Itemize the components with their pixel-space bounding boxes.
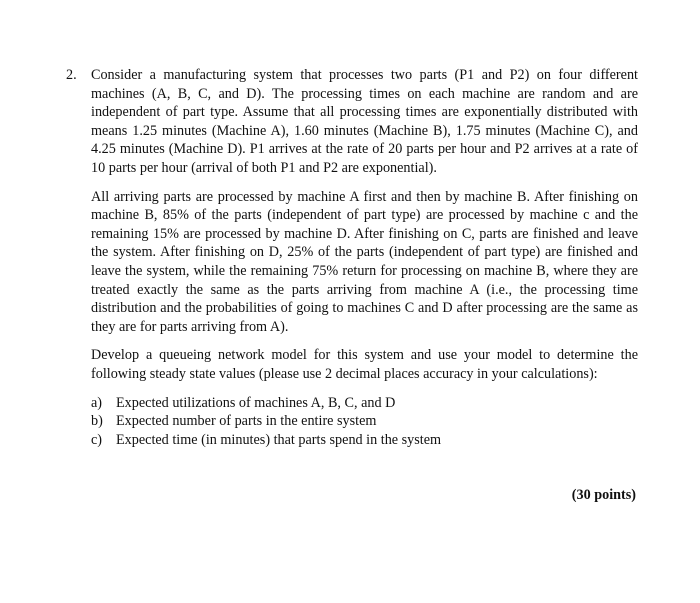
subpart-text: Expected number of parts in the entire system — [116, 413, 377, 430]
subpart-label: b) — [91, 413, 103, 430]
task-instruction-paragraph: Develop a queueing network model for this system and use your model to determine the following steady state values (please use 2 decimal places accuracy in your calculations): — [91, 347, 638, 382]
subpart-label: c) — [91, 431, 103, 448]
subpart-text: Expected time (in minutes) that parts spend in the system — [116, 431, 442, 448]
subpart-item-b — [91, 412, 638, 431]
subpart-item-a — [91, 394, 638, 413]
routing-description-paragraph: All arriving parts are processed by machine A first and then by machine B. After finishing on machine B, 85% of the parts (independent of part type) are processed by machine c and the remaining 15% are processed by machine D. After finishing on C, parts are finished and leave the system. After finishing on D, 25% of the parts (independent of part type) are finished and leave the system, while the remaining 75% return for processing on machine B, where they are treated exactly the same as the parts arriving from machine A (i.e., the processing time distribution and the probabilities of going to machines C and D after processing are the same as they are for parts arriving from A). — [91, 188, 638, 335]
subpart-list — [91, 394, 638, 450]
question-number: 2. — [66, 67, 77, 83]
subpart-label: a) — [91, 394, 103, 411]
points-label: (30 points) — [571, 487, 636, 503]
question-body — [91, 66, 638, 449]
problem-description-paragraph: Consider a manufacturing system that processes two parts (P1 and P2) on four different machines (A, B, C, and D). The processing times on each machine are random and are independent of part type. Assume that all processing times are exponentially distributed with means 1.25 minutes (Machine A), 1.60 minutes (Machine B), 1.75 minutes (Machine C), and 4.25 minutes (Machine D). P1 arrives at the rate of 20 parts per hour and P2 arrives at a rate of 10 parts per hour (arrival of both P1 and P2 are exponential). — [91, 67, 638, 176]
subpart-item-c — [91, 431, 638, 450]
subpart-text: Expected utilizations of machines A, B, C, and D — [116, 394, 396, 411]
question-block — [66, 66, 638, 449]
